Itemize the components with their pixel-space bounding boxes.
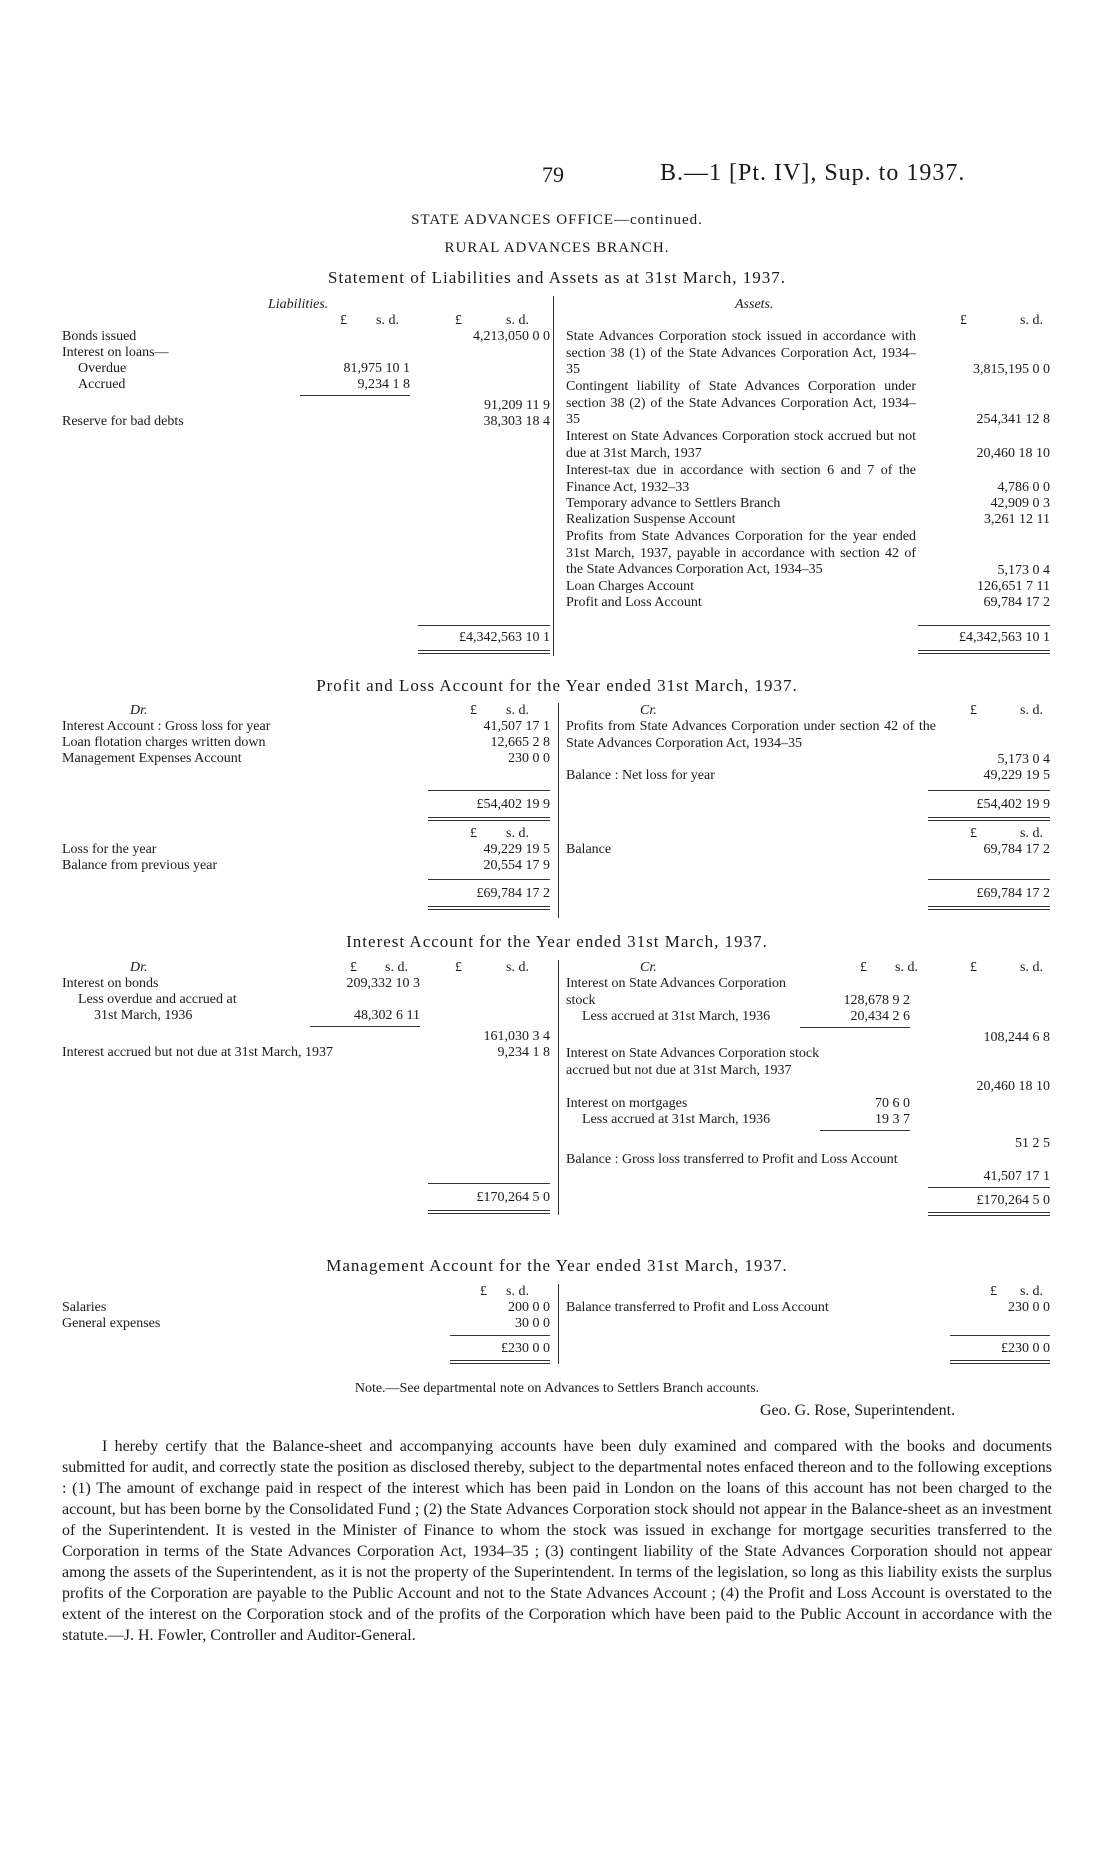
asset-amount: 5,173 0 4 xyxy=(997,563,1050,578)
subtotal-rule xyxy=(820,1130,910,1131)
mgmt-dr-total: £230 0 0 xyxy=(501,1341,550,1356)
asset-amount: 3,815,195 0 0 xyxy=(973,362,1050,377)
mgmt-dr-amount: 200 0 0 xyxy=(508,1300,550,1315)
cr-label: Cr. xyxy=(640,703,657,718)
pl-dr-label: Management Expenses Account xyxy=(62,751,242,766)
pl-cr-amount: 69,784 17 2 xyxy=(983,842,1050,857)
pl-dr-amount: 230 0 0 xyxy=(508,751,550,766)
col-sd: s. d. xyxy=(376,313,399,328)
dr-label: Dr. xyxy=(130,703,148,718)
col-pound: £ xyxy=(455,960,462,975)
liabilities-total: £4,342,563 10 1 xyxy=(459,630,550,645)
assets-heading: Assets. xyxy=(735,297,774,312)
col-sd: s. d. xyxy=(1020,313,1043,328)
mgmt-dr-label: Salaries xyxy=(62,1300,107,1315)
int-cr-label: Interest on mortgages xyxy=(566,1096,688,1111)
col-pound: £ xyxy=(860,960,867,975)
total-rule xyxy=(928,1187,1050,1188)
asset-label: Contingent liability of State Advances Corporation under section 38 (2) of the State Advances Corporation Act, 1934–35 xyxy=(566,379,916,427)
subtotal-rule xyxy=(800,1027,910,1028)
interest-title: Interest Account for the Year ended 31st March, 1937. xyxy=(346,932,768,951)
int-dr-sub-amount: 209,332 10 3 xyxy=(346,976,420,991)
int-dr-label: 31st March, 1936 xyxy=(94,1008,193,1023)
int-dr-amount: 9,234 1 8 xyxy=(497,1045,550,1060)
col-sd: s. d. xyxy=(506,960,529,975)
liability-sub-amount: 81,975 10 1 xyxy=(343,361,410,376)
total-rule xyxy=(918,625,1050,626)
liability-amount: 4,213,050 0 0 xyxy=(473,329,550,344)
dr-label: Dr. xyxy=(130,960,148,975)
col-pound: £ xyxy=(340,313,347,328)
mgmt-dr-amount: 30 0 0 xyxy=(515,1316,550,1331)
col-pound: £ xyxy=(990,1284,997,1299)
col-pound: £ xyxy=(470,826,477,841)
pl-dr-total: £69,784 17 2 xyxy=(476,886,550,901)
superintendent-signature: Geo. G. Rose, Superintendent. xyxy=(760,1402,956,1419)
pl-cr-label: Balance xyxy=(566,842,612,857)
total-double-rule xyxy=(450,1360,550,1364)
asset-amount: 42,909 0 3 xyxy=(990,496,1050,511)
asset-amount: 4,786 0 0 xyxy=(997,480,1050,495)
total-double-rule xyxy=(928,817,1050,821)
asset-label: Loan Charges Account xyxy=(566,579,695,594)
int-cr-amount: 51 2 5 xyxy=(1015,1136,1050,1151)
total-double-rule xyxy=(428,817,550,821)
int-cr-total: £170,264 5 0 xyxy=(976,1193,1050,1208)
int-cr-label: Less accrued at 31st March, 1936 xyxy=(582,1112,771,1127)
int-dr-label: Less overdue and accrued at xyxy=(78,992,237,1007)
total-rule xyxy=(418,625,550,626)
pl-dr-label: Interest Account : Gross loss for year xyxy=(62,719,271,734)
asset-label: Temporary advance to Settlers Branch xyxy=(566,496,781,511)
col-sd: s. d. xyxy=(506,313,529,328)
pl-dr-amount: 12,665 2 8 xyxy=(490,735,550,750)
col-sd: s. d. xyxy=(1020,703,1043,718)
col-pound: £ xyxy=(470,703,477,718)
col-sd: s. d. xyxy=(1020,1284,1043,1299)
liability-label: Overdue xyxy=(78,361,127,376)
liability-label: Interest on loans— xyxy=(62,345,169,360)
col-pound: £ xyxy=(480,1284,487,1299)
int-dr-total: £170,264 5 0 xyxy=(476,1190,550,1205)
pl-dr-amount: 49,229 19 5 xyxy=(483,842,550,857)
int-cr-label: Interest on State Advances Corporation stock xyxy=(566,976,787,1008)
liability-label: Reserve for bad debts xyxy=(62,414,184,429)
col-pound: £ xyxy=(960,313,967,328)
int-cr-amount: 108,244 6 8 xyxy=(983,1030,1050,1045)
col-sd: s. d. xyxy=(895,960,918,975)
int-cr-sub-amount: 70 6 0 xyxy=(875,1096,910,1111)
col-pound: £ xyxy=(970,960,977,975)
int-cr-sub-amount: 20,434 2 6 xyxy=(850,1009,910,1024)
int-dr-label: Interest accrued but not due at 31st March, 1937 xyxy=(62,1045,333,1060)
office-title: STATE ADVANCES OFFICE—continued. xyxy=(411,212,703,228)
note: Note.—See departmental note on Advances to Settlers Branch accounts. xyxy=(354,1381,760,1396)
pl-dr-total: £54,402 19 9 xyxy=(476,797,550,812)
liability-amount: 91,209 11 9 xyxy=(484,398,550,413)
asset-label: State Advances Corporation stock issued in accordance with section 38 (1) of the State Advances Corporation Act, 1934–35 xyxy=(566,329,916,377)
asset-label: Interest-tax due in accordance with section 6 and 7 of the Finance Act, 1932–33 xyxy=(566,463,916,495)
int-cr-sub-amount: 19 3 7 xyxy=(875,1112,910,1127)
mgmt-cr-amount: 230 0 0 xyxy=(1008,1300,1050,1315)
profit-loss-title: Profit and Loss Account for the Year ended 31st March, 1937. xyxy=(316,676,798,695)
col-sd: s. d. xyxy=(506,826,529,841)
asset-label: Interest on State Advances Corporation stock accrued but not due at 31st March, 1937 xyxy=(566,429,916,461)
column-divider xyxy=(553,296,554,656)
col-sd: s. d. xyxy=(385,960,408,975)
asset-label: Profit and Loss Account xyxy=(566,595,702,610)
liability-label: Accrued xyxy=(78,377,126,392)
pl-dr-amount: 20,554 17 9 xyxy=(483,858,550,873)
col-pound: £ xyxy=(350,960,357,975)
pl-cr-amount: 49,229 19 5 xyxy=(983,768,1050,783)
liability-sub-amount: 9,234 1 8 xyxy=(357,377,410,392)
asset-amount: 254,341 12 8 xyxy=(976,412,1050,427)
int-cr-label: Less accrued at 31st March, 1936 xyxy=(582,1009,771,1024)
asset-amount: 20,460 18 10 xyxy=(976,446,1050,461)
asset-label: Profits from State Advances Corporation for the year ended 31st March, 1937, payable in accordance with section 42 of the State Advances Corporation Act, 1934–35 xyxy=(566,529,916,577)
cr-label: Cr. xyxy=(640,960,657,975)
liability-amount: 38,303 18 4 xyxy=(483,414,550,429)
total-rule xyxy=(450,1335,550,1336)
col-sd: s. d. xyxy=(506,703,529,718)
int-cr-amount: 41,507 17 1 xyxy=(983,1169,1050,1184)
liability-label: Bonds issued xyxy=(62,329,137,344)
col-sd: s. d. xyxy=(1020,826,1043,841)
pl-dr-label: Loss for the year xyxy=(62,842,157,857)
int-dr-label: Interest on bonds xyxy=(62,976,159,991)
total-double-rule xyxy=(928,1212,1050,1216)
total-double-rule xyxy=(918,650,1050,654)
page-number: 79 xyxy=(542,162,564,187)
statement-title: Statement of Liabilities and Assets as at 31st March, 1937. xyxy=(328,268,786,287)
pl-dr-amount: 41,507 17 1 xyxy=(483,719,550,734)
pl-dr-label: Balance from previous year xyxy=(62,858,218,873)
document-reference: B.—1 [Pt. IV], Sup. to 1937. xyxy=(660,160,966,186)
asset-label: Realization Suspense Account xyxy=(566,512,736,527)
pl-cr-amount: 5,173 0 4 xyxy=(997,752,1050,767)
pl-dr-label: Loan flotation charges written down xyxy=(62,735,266,750)
column-divider xyxy=(558,960,559,1215)
asset-amount: 126,651 7 11 xyxy=(977,579,1050,594)
int-cr-sub-amount: 128,678 9 2 xyxy=(843,993,910,1008)
pl-cr-total: £54,402 19 9 xyxy=(976,797,1050,812)
int-dr-sub-amount: 48,302 6 11 xyxy=(354,1008,420,1023)
management-title: Management Account for the Year ended 31st March, 1937. xyxy=(326,1256,788,1275)
pl-cr-label: Profits from State Advances Corporation under section 42 of the State Advances Corporation Act, 1934–35 xyxy=(566,719,936,751)
mgmt-cr-label: Balance transferred to Profit and Loss Account xyxy=(566,1300,829,1315)
total-rule xyxy=(928,790,1050,791)
int-cr-amount: 20,460 18 10 xyxy=(976,1079,1050,1094)
asset-amount: 3,261 12 11 xyxy=(984,512,1050,527)
col-pound: £ xyxy=(970,826,977,841)
int-cr-label: Balance : Gross loss transferred to Profit and Loss Account xyxy=(566,1152,898,1167)
auditor-certificate: I hereby certify that the Balance-sheet and accompanying accounts have been duly examined and compared with the books and documents submitted for audit, and correctly state the position as disclosed thereby, subject to the departmental notes enfaced thereon and to the following exceptions : (1) The amount of exchange paid in respect of the interest which has been paid in London on the loans of this account has not been charged to the account, but has been borne by the Consolidated Fund ; (2) the State Advances Corporation stock should not appear in the Balance-sheet as an investment of the Superintendent. It is vested in the Minister of Finance to whom the stock was issued in exchange for mortgage securities transferred to the Corporation in terms of the State Advances Corporation Act, 1934–35 ; (3) contingent liability of the State Advances Corporation should not appear among the assets of the Superintendent, as it is not the property of the Superintendent. In terms of the legislation, so long as this liability exists the surplus profits of the Corporation are payable to the Public Account and not to the State Advances Account ; (4) the Profit and Loss Account is overstated to the extent of the interest on the Corporation stock and of the profits of the Corporation which have been paid to the Public Account in accordance with the statute.—J. H. Fowler, Controller and Auditor-General. xyxy=(62,1438,1052,1644)
pl-cr-label: Balance : Net loss for year xyxy=(566,768,715,783)
liabilities-heading: Liabilities. xyxy=(268,297,329,312)
total-rule xyxy=(428,879,550,880)
mgmt-dr-label: General expenses xyxy=(62,1316,161,1331)
total-double-rule xyxy=(928,906,1050,910)
total-double-rule xyxy=(418,650,550,654)
total-rule xyxy=(428,1183,550,1184)
total-rule xyxy=(928,879,1050,880)
subtotal-rule xyxy=(300,395,410,396)
mgmt-cr-total: £230 0 0 xyxy=(1001,1341,1050,1356)
col-pound: £ xyxy=(455,313,462,328)
asset-amount: 69,784 17 2 xyxy=(983,595,1050,610)
col-sd: s. d. xyxy=(1020,960,1043,975)
total-rule xyxy=(950,1335,1050,1336)
column-divider xyxy=(558,703,559,918)
col-sd: s. d. xyxy=(506,1284,529,1299)
int-dr-amount: 161,030 3 4 xyxy=(483,1029,550,1044)
col-pound: £ xyxy=(970,703,977,718)
branch-title: RURAL ADVANCES BRANCH. xyxy=(444,240,670,256)
int-cr-label: Interest on State Advances Corporation stock accrued but not due at 31st March, 1937 xyxy=(566,1046,820,1078)
total-rule xyxy=(428,790,550,791)
pl-cr-total: £69,784 17 2 xyxy=(976,886,1050,901)
assets-total: £4,342,563 10 1 xyxy=(959,630,1050,645)
total-double-rule xyxy=(950,1360,1050,1364)
total-double-rule xyxy=(428,906,550,910)
total-double-rule xyxy=(428,1210,550,1214)
column-divider xyxy=(558,1284,559,1364)
subtotal-rule xyxy=(310,1026,420,1027)
